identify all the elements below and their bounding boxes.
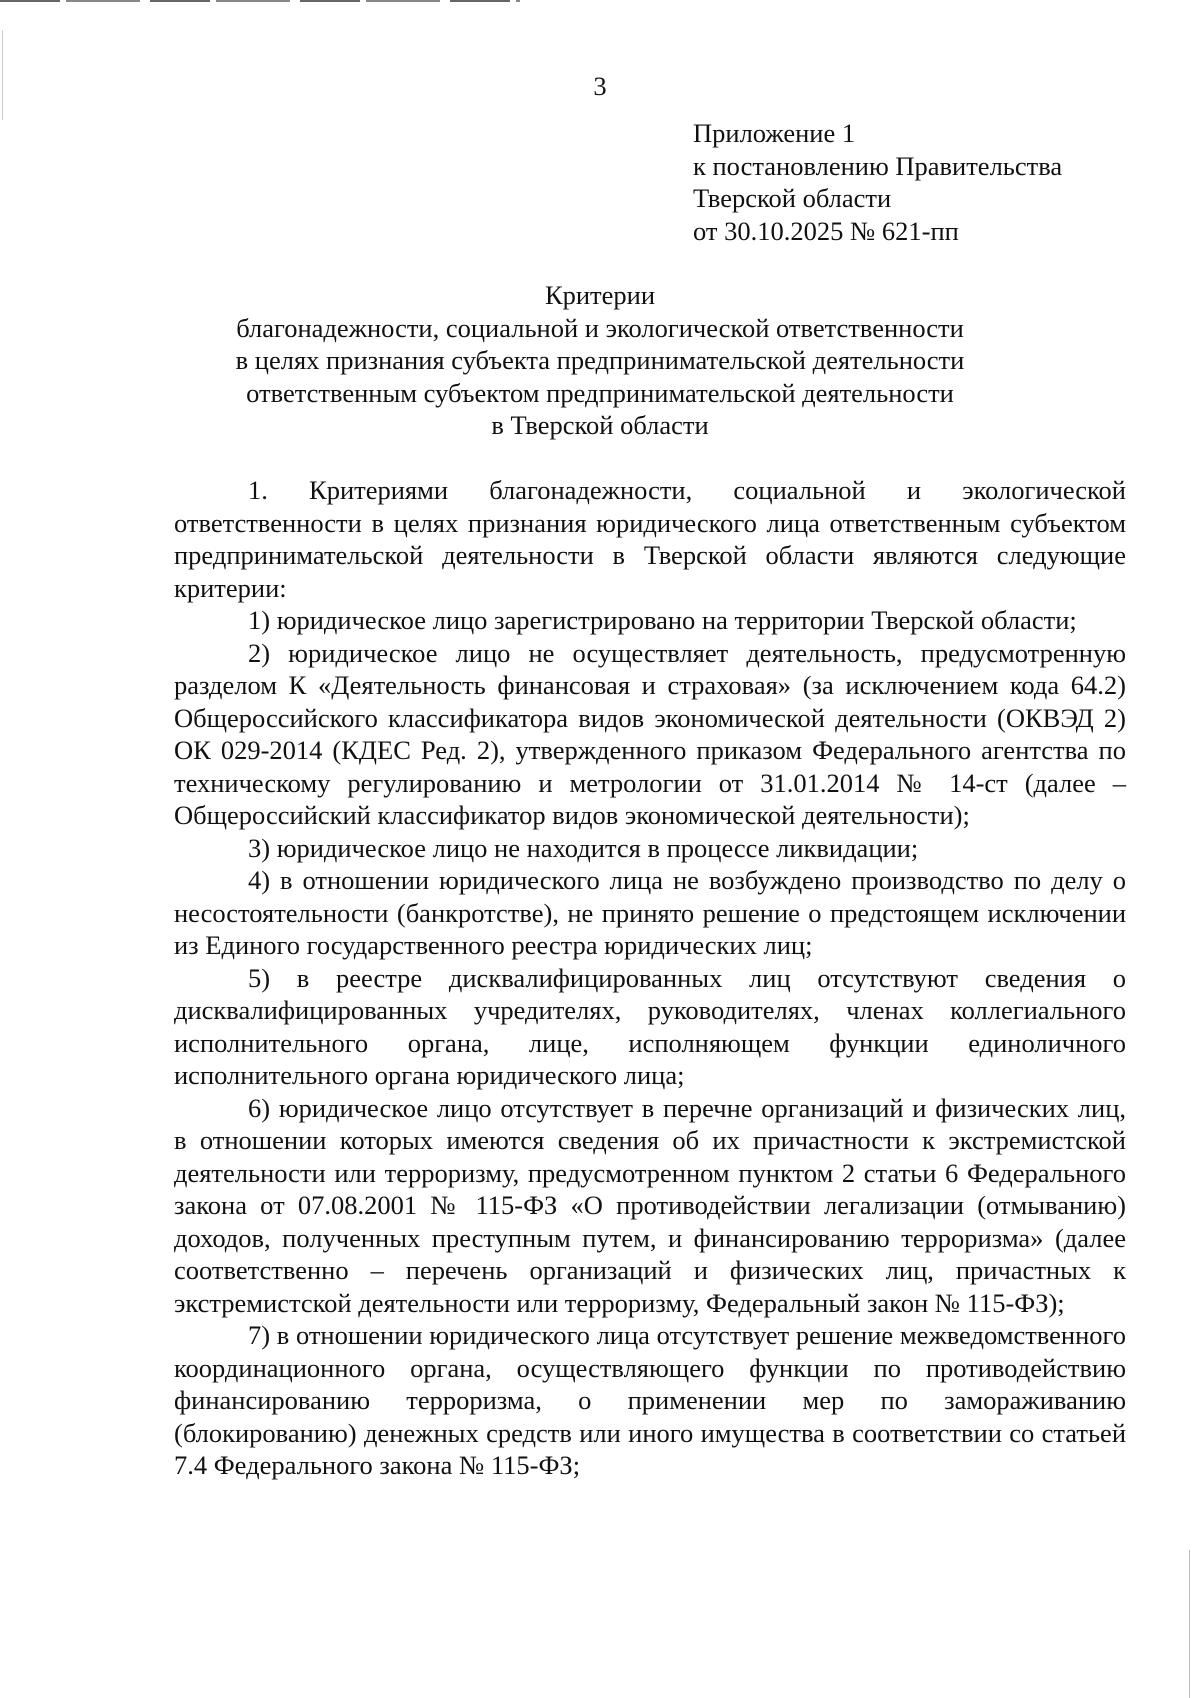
scan-artifact-right [1189,1550,1190,1698]
criterion-item: 3) юридическое лицо не находится в процессе ликвидации; [248,832,919,863]
scan-artifact-top [0,0,520,2]
title-line: ответственным субъектом предпринимательской деятельности [246,377,954,408]
title-line: Критерии [544,280,656,310]
document-title [140,279,1060,442]
paragraph-intro: 1. Критериями благонадежности, социальной и экологической ответственности в целях признания юридического лица ответственным субъектом предпринимательской деятельности в Тверской области являются следующие критерии: [174,475,1126,603]
criterion-item: 1) юридическое лицо зарегистрировано на территории Тверской области; [248,605,1077,635]
appendix-line: Приложение 1 [693,118,856,148]
appendix-header [693,117,1153,247]
criterion-item: 4) в отношении юридического лица не возбуждено производство по делу о несостоятельности (банкротстве), не принято решение о предстоящем исключении из Единого государственного реестра юридических лиц; [174,865,1126,960]
criterion-item: 2) юридическое лицо не осуществляет деятельность, предусмотренную разделом К «Деятельность финансовая и страховая» (за исключением кода 64.2) Общероссийского классификатора видов экономической деятельности (ОКВЭД 2) ОК 029-2014 (КДЕС Ред. 2), утвержденного приказом Федерального агентства по техническому регулированию и метрологии от 31.01.2014 № 14-ст (далее – Общероссийский классификатор видов экономической деятельности); [174,637,1126,830]
appendix-line: Тверской области [693,183,892,213]
title-line: благонадежности, социальной и экологической ответственности [236,312,964,343]
criterion-item: 7) в отношении юридического лица отсутствует решение межведомственного координационного органа, осуществляющего функции по противодействию финансированию терроризма, о применении мер по замораживанию (блокированию) денежных средств или иного имущества в соответствии со статьей 7.4 Федерального закона № 115-ФЗ; [174,1320,1126,1480]
appendix-line: к постановлению Правительства [693,150,1063,181]
criterion-item: 5) в реестре дисквалифицированных лиц отсутствуют сведения о дисквалифицированных учредителях, руководителях, членах коллегиального исполнительного органа, лице, исполняющем функции единоличного исполнительного органа юридического лица; [174,962,1126,1090]
criterion-item: 6) юридическое лицо отсутствует в перечне организаций и физических лиц, в отношении которых имеются сведения об их причастности к экстремистской деятельности или терроризму, предусмотренном пунктом 2 статьи 6 Федерального закона от 07.08.2001 № 115-ФЗ «О противодействии легализации (отмыванию) доходов, полученных преступным путем, и финансированию терроризма» (далее соответственно – перечень организаций и физических лиц, причастных к экстремистской деятельности или терроризму, Федеральный закон № 115-ФЗ); [174,1092,1126,1318]
title-line: в Тверской области [491,410,709,440]
page-number: 3 [593,71,607,101]
document-body [174,474,1126,1482]
appendix-line: от 30.10.2025 № 621-пп [693,215,959,246]
title-line: в целях признания субъекта предпринимательской деятельности [235,345,965,375]
